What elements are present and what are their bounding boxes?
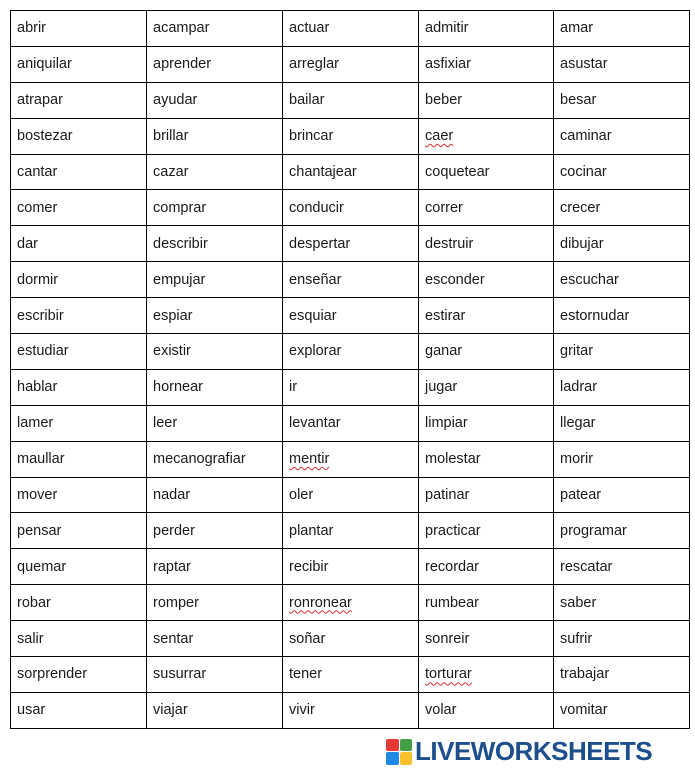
verb-text: coquetear xyxy=(425,164,490,180)
table-cell xyxy=(419,513,554,549)
table-cell xyxy=(419,585,554,621)
verb-text: describir xyxy=(153,235,208,252)
verb-text: patinar xyxy=(425,487,470,504)
table-cell xyxy=(419,477,554,513)
table-cell xyxy=(554,46,690,82)
table-cell xyxy=(147,549,283,585)
table-row xyxy=(11,118,690,154)
verb-text: esquiar xyxy=(289,307,337,324)
logo-mark-square xyxy=(386,739,399,752)
table-row xyxy=(11,369,690,405)
verb-text: abrir xyxy=(17,20,47,37)
table-cell xyxy=(554,657,690,693)
table-cell xyxy=(419,369,554,405)
table-cell xyxy=(554,549,690,585)
table-cell xyxy=(419,298,554,334)
table-cell xyxy=(554,621,690,657)
verb-text: sufrir xyxy=(560,630,593,647)
table-cell xyxy=(283,262,419,298)
table-cell xyxy=(419,82,554,118)
verb-text: practicar xyxy=(425,522,481,539)
table-cell xyxy=(11,477,147,513)
logo-text: LIVEWORKSHEETS xyxy=(415,736,653,766)
table-cell xyxy=(554,692,690,728)
verb-text: actuar xyxy=(289,20,330,37)
verb-text: crecer xyxy=(560,199,601,216)
table-cell xyxy=(554,405,690,441)
table-cell xyxy=(147,369,283,405)
table-cell xyxy=(11,226,147,262)
verb-text: sorprender xyxy=(17,666,88,683)
table-row xyxy=(11,549,690,585)
table-cell xyxy=(419,692,554,728)
verb-text: comer xyxy=(17,199,58,216)
table-cell xyxy=(419,262,554,298)
table-cell xyxy=(283,621,419,657)
table-cell xyxy=(554,513,690,549)
table-cell xyxy=(147,621,283,657)
table-row xyxy=(11,405,690,441)
verb-text: dibujar xyxy=(560,235,604,252)
table-row xyxy=(11,262,690,298)
verb-text: ronronear xyxy=(289,594,352,611)
verb-text: oler xyxy=(289,487,314,504)
table-row xyxy=(11,11,690,47)
verb-text: leer xyxy=(153,415,178,432)
table-cell xyxy=(147,190,283,226)
verb-text: cantar xyxy=(17,164,58,180)
verb-text: estornudar xyxy=(560,307,630,324)
logo-mark-icon xyxy=(386,739,412,765)
verb-text: rumbear xyxy=(425,594,479,611)
table-cell xyxy=(554,441,690,477)
logo-mark-square xyxy=(400,739,413,752)
verb-text: limpiar xyxy=(425,415,468,432)
verb-text: dar xyxy=(17,235,38,252)
table-row xyxy=(11,46,690,82)
table-cell xyxy=(419,226,554,262)
table-row xyxy=(11,226,690,262)
verb-text: cocinar xyxy=(560,164,607,180)
table-cell xyxy=(283,477,419,513)
table-cell xyxy=(554,82,690,118)
table-cell xyxy=(11,154,147,190)
table-cell xyxy=(419,118,554,154)
verb-text: estirar xyxy=(425,307,466,324)
table-cell xyxy=(554,298,690,334)
table-cell xyxy=(147,262,283,298)
verb-text: perder xyxy=(153,522,195,539)
verb-text: maullar xyxy=(17,451,65,468)
table-row xyxy=(11,657,690,693)
verb-text: soñar xyxy=(289,630,326,647)
verb-text: saber xyxy=(560,594,597,611)
verb-text: programar xyxy=(560,522,627,539)
table-cell xyxy=(554,11,690,47)
verb-text: atrapar xyxy=(17,92,63,109)
verb-text: gritar xyxy=(560,343,594,360)
table-cell xyxy=(11,298,147,334)
verb-text: levantar xyxy=(289,415,341,432)
verb-text: usar xyxy=(17,702,46,719)
verb-text: ladrar xyxy=(560,379,598,396)
verb-text: sonreir xyxy=(425,630,470,647)
table-cell xyxy=(283,585,419,621)
table-row xyxy=(11,692,690,728)
table-cell xyxy=(554,226,690,262)
table-row xyxy=(11,334,690,370)
verb-text: existir xyxy=(153,343,191,360)
table-cell xyxy=(11,118,147,154)
table-cell xyxy=(554,585,690,621)
table-cell xyxy=(419,549,554,585)
table-cell xyxy=(147,11,283,47)
verb-text: admitir xyxy=(425,20,469,37)
verb-table-body xyxy=(11,11,690,729)
verb-text: arreglar xyxy=(289,56,339,73)
verb-text: salir xyxy=(17,630,44,647)
verb-text: amar xyxy=(560,20,594,37)
verb-text: enseñar xyxy=(289,271,342,288)
table-cell xyxy=(11,585,147,621)
table-cell xyxy=(419,11,554,47)
table-row xyxy=(11,585,690,621)
verb-text: nadar xyxy=(153,487,191,504)
verb-text: recibir xyxy=(289,558,329,575)
verb-text: hablar xyxy=(17,379,58,396)
table-row xyxy=(11,154,690,190)
table-cell xyxy=(283,513,419,549)
verb-text: susurrar xyxy=(153,666,207,683)
liveworksheets-logo[interactable] xyxy=(386,736,652,767)
table-cell xyxy=(419,46,554,82)
verb-text: ir xyxy=(289,379,298,396)
table-cell xyxy=(554,477,690,513)
table-cell xyxy=(419,405,554,441)
table-cell xyxy=(11,334,147,370)
table-cell xyxy=(11,82,147,118)
table-row xyxy=(11,621,690,657)
verb-text: espiar xyxy=(153,307,193,324)
verb-text: plantar xyxy=(289,522,334,539)
table-cell xyxy=(147,46,283,82)
verb-text: destruir xyxy=(425,235,474,252)
verb-text: caminar xyxy=(560,128,612,145)
verb-text: torturar xyxy=(425,666,472,683)
verb-text: tener xyxy=(289,666,323,683)
table-row xyxy=(11,190,690,226)
verb-text: hornear xyxy=(153,379,203,396)
table-cell xyxy=(419,190,554,226)
verb-text: conducir xyxy=(289,199,344,216)
verb-text: molestar xyxy=(425,451,481,468)
table-cell xyxy=(283,190,419,226)
verb-text: brincar xyxy=(289,128,334,145)
table-cell xyxy=(11,369,147,405)
verb-text: bailar xyxy=(289,92,325,109)
table-cell xyxy=(147,334,283,370)
verb-text: correr xyxy=(425,199,463,216)
table-cell xyxy=(283,657,419,693)
table-row xyxy=(11,82,690,118)
verb-text: ayudar xyxy=(153,92,198,109)
verb-text: quemar xyxy=(17,558,67,575)
table-cell xyxy=(11,692,147,728)
table-cell xyxy=(283,549,419,585)
verb-text: vivir xyxy=(289,702,315,719)
verb-text: sentar xyxy=(153,630,194,647)
table-row xyxy=(11,477,690,513)
verb-text: explorar xyxy=(289,343,342,360)
verb-text: beber xyxy=(425,92,463,109)
table-cell xyxy=(554,334,690,370)
verb-text: acampar xyxy=(153,20,210,37)
verb-text: aniquilar xyxy=(17,56,72,73)
verb-text: volar xyxy=(425,702,457,719)
table-cell xyxy=(11,46,147,82)
verb-text: mentir xyxy=(289,451,330,468)
table-cell xyxy=(11,11,147,47)
verb-text: aprender xyxy=(153,56,212,73)
table-cell xyxy=(147,226,283,262)
verb-text: asfixiar xyxy=(425,56,471,73)
verb-text: lamer xyxy=(17,415,54,432)
table-cell xyxy=(283,405,419,441)
table-cell xyxy=(283,154,419,190)
verb-text: escuchar xyxy=(560,271,619,288)
table-cell xyxy=(147,441,283,477)
verb-text: pensar xyxy=(17,522,62,539)
logo-mark-square xyxy=(400,752,413,765)
table-cell xyxy=(283,46,419,82)
verb-text: caer xyxy=(425,128,454,145)
table-cell xyxy=(283,369,419,405)
table-cell xyxy=(554,190,690,226)
verb-text: raptar xyxy=(153,558,191,575)
table-cell xyxy=(419,657,554,693)
table-cell xyxy=(419,334,554,370)
verb-text: cazar xyxy=(153,164,189,180)
table-cell xyxy=(419,441,554,477)
table-cell xyxy=(283,298,419,334)
verb-text: morir xyxy=(560,451,594,468)
verb-table xyxy=(10,10,690,729)
verb-text: dormir xyxy=(17,271,59,288)
verb-text: viajar xyxy=(153,702,188,719)
table-cell xyxy=(11,190,147,226)
table-cell xyxy=(419,154,554,190)
table-cell xyxy=(554,369,690,405)
table-cell xyxy=(554,262,690,298)
verb-text: besar xyxy=(560,92,597,109)
logo-mark-square xyxy=(386,752,399,765)
verb-text: estudiar xyxy=(17,343,69,360)
verb-text: mover xyxy=(17,487,58,504)
table-row xyxy=(11,441,690,477)
table-cell xyxy=(11,441,147,477)
verb-text: recordar xyxy=(425,558,479,575)
table-cell xyxy=(11,262,147,298)
table-cell xyxy=(283,82,419,118)
table-cell xyxy=(147,298,283,334)
table-cell xyxy=(11,621,147,657)
verb-text: mecanografiar xyxy=(153,451,246,468)
table-cell xyxy=(147,154,283,190)
verb-text: chantajear xyxy=(289,164,357,180)
verb-text: brillar xyxy=(153,128,189,145)
verb-text: patear xyxy=(560,487,602,504)
table-cell xyxy=(147,477,283,513)
table-cell xyxy=(147,513,283,549)
verb-text: escribir xyxy=(17,307,64,324)
verb-text: romper xyxy=(153,594,199,611)
verb-text: despertar xyxy=(289,235,351,252)
table-row xyxy=(11,513,690,549)
verb-text: asustar xyxy=(560,56,608,73)
table-cell xyxy=(147,82,283,118)
verb-text: rescatar xyxy=(560,558,613,575)
table-cell xyxy=(554,118,690,154)
verb-text: empujar xyxy=(153,271,206,288)
verb-text: ganar xyxy=(425,343,463,360)
table-cell xyxy=(554,154,690,190)
table-cell xyxy=(283,692,419,728)
table-cell xyxy=(283,441,419,477)
table-cell xyxy=(147,405,283,441)
verb-text: jugar xyxy=(425,379,458,396)
verb-text: trabajar xyxy=(560,666,610,683)
table-cell xyxy=(11,549,147,585)
table-cell xyxy=(419,621,554,657)
table-cell xyxy=(283,334,419,370)
table-cell xyxy=(147,657,283,693)
table-cell xyxy=(147,585,283,621)
verb-text: bostezar xyxy=(17,128,73,145)
table-cell xyxy=(283,226,419,262)
table-row xyxy=(11,298,690,334)
verb-text: robar xyxy=(17,594,51,611)
table-cell xyxy=(147,692,283,728)
verb-text: comprar xyxy=(153,199,207,216)
table-cell xyxy=(11,405,147,441)
verb-text: esconder xyxy=(425,271,485,288)
verb-text: llegar xyxy=(560,415,596,432)
verb-text: vomitar xyxy=(560,702,608,719)
table-cell xyxy=(283,11,419,47)
table-cell xyxy=(11,657,147,693)
table-cell xyxy=(11,513,147,549)
table-cell xyxy=(147,118,283,154)
table-cell xyxy=(283,118,419,154)
